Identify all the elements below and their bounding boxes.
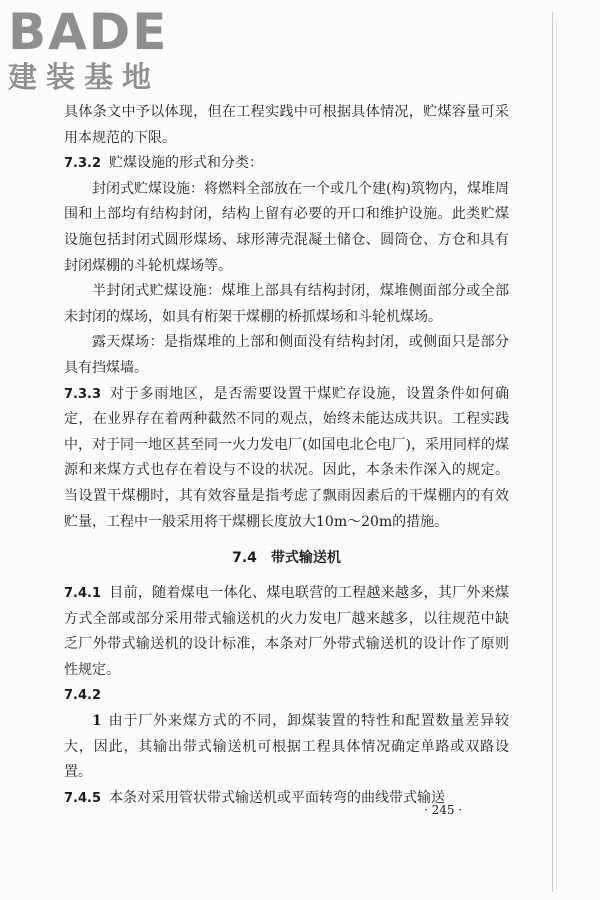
page-number: · 245 ·	[424, 803, 463, 817]
clause-7-4-2-heading: 7.4.2	[64, 688, 102, 704]
paragraph-semi-enclosed-storage: 半封闭式贮煤设施：煤堆上部具有结构封闭，煤堆侧面部分或全部未封闭的煤场，如具有桁架干煤棚的桥抓煤场和斗轮机煤场。	[64, 283, 509, 325]
clause-text: 本条对采用管状带式输送机或平面转弯的曲线带式输送	[109, 789, 446, 806]
clause-number: 7.3.3	[64, 386, 102, 402]
margin-rule	[552, 12, 553, 892]
item-text: 由于厂外来煤方式的不同，卸煤装置的特性和配置数量差异较大，因此，其输出带式输送机可根据工程具体情况确定单路或双路设置。	[64, 713, 509, 781]
section-heading	[64, 545, 509, 571]
clause-title: 贮煤设施的形式和分类：	[109, 155, 264, 172]
section-number: 7.4	[232, 550, 257, 567]
paragraph-open-yard: 露天煤场：是指煤堆的上部和侧面没有结构封闭，或侧面只是部分具有挡煤墙。	[64, 334, 509, 376]
clause-7-4-1	[64, 581, 509, 683]
paragraph-enclosed-storage: 封闭式贮煤设施：将燃料全部放在一个或几个建(构)筑物内，煤堆周围和上部均有结构封闭，结构上留有必要的开口和维护设施。此类贮煤设施包括封闭式圆形煤场、球形薄壳混凝土储仓、圆筒仓、方仓和具有封闭煤棚的斗轮机煤场等。	[64, 180, 509, 274]
document-body	[64, 100, 509, 811]
logo	[8, 3, 178, 94]
paragraph-intro: 具体条文中予以体现，但在工程实践中可根据具体情况，贮煤容量可采用本规范的下限。	[64, 104, 509, 146]
clause-number: 7.4.5	[64, 790, 102, 806]
item-number: 1	[92, 713, 102, 730]
section-title: 带式输送机	[270, 550, 341, 567]
logo-wordmark: BADE	[8, 3, 169, 61]
margin-rule-inner	[556, 20, 557, 890]
clause-number: 7.3.2	[64, 156, 102, 172]
clause-text: 对于多雨地区，是否需要设置干煤贮存设施，设置条件如何确定，在业界存在着两种截然不同的观点，始终未能达成共识。工程实践中，对于同一地区甚至同一火力发电厂(如国电北仑电厂)，采用同样的煤源和来煤方式也存在着设与不设的状况。因此，本条未作深入的规定。当设置干煤棚时，其有效容量是指考虑了飘雨因素后的干煤棚内的有效贮量，工程中一般采用将干煤棚长度放大10m～20m的措施。	[64, 385, 509, 530]
clause-7-3-2	[64, 151, 509, 177]
clause-7-4-2-item-1	[64, 709, 509, 786]
clause-text: 目前，随着煤电一体化、煤电联营的工程越来越多，其厂外来煤方式全部或部分采用带式输送机的火力发电厂越来越多，以往规范中缺乏厂外带式输送机的设计标准，本条对厂外带式输送机的设计作了原则性规定。	[64, 585, 509, 678]
clause-7-3-3	[64, 382, 509, 536]
logo-subtitle: 建装基地	[8, 60, 161, 94]
clause-number: 7.4.1	[64, 586, 102, 602]
